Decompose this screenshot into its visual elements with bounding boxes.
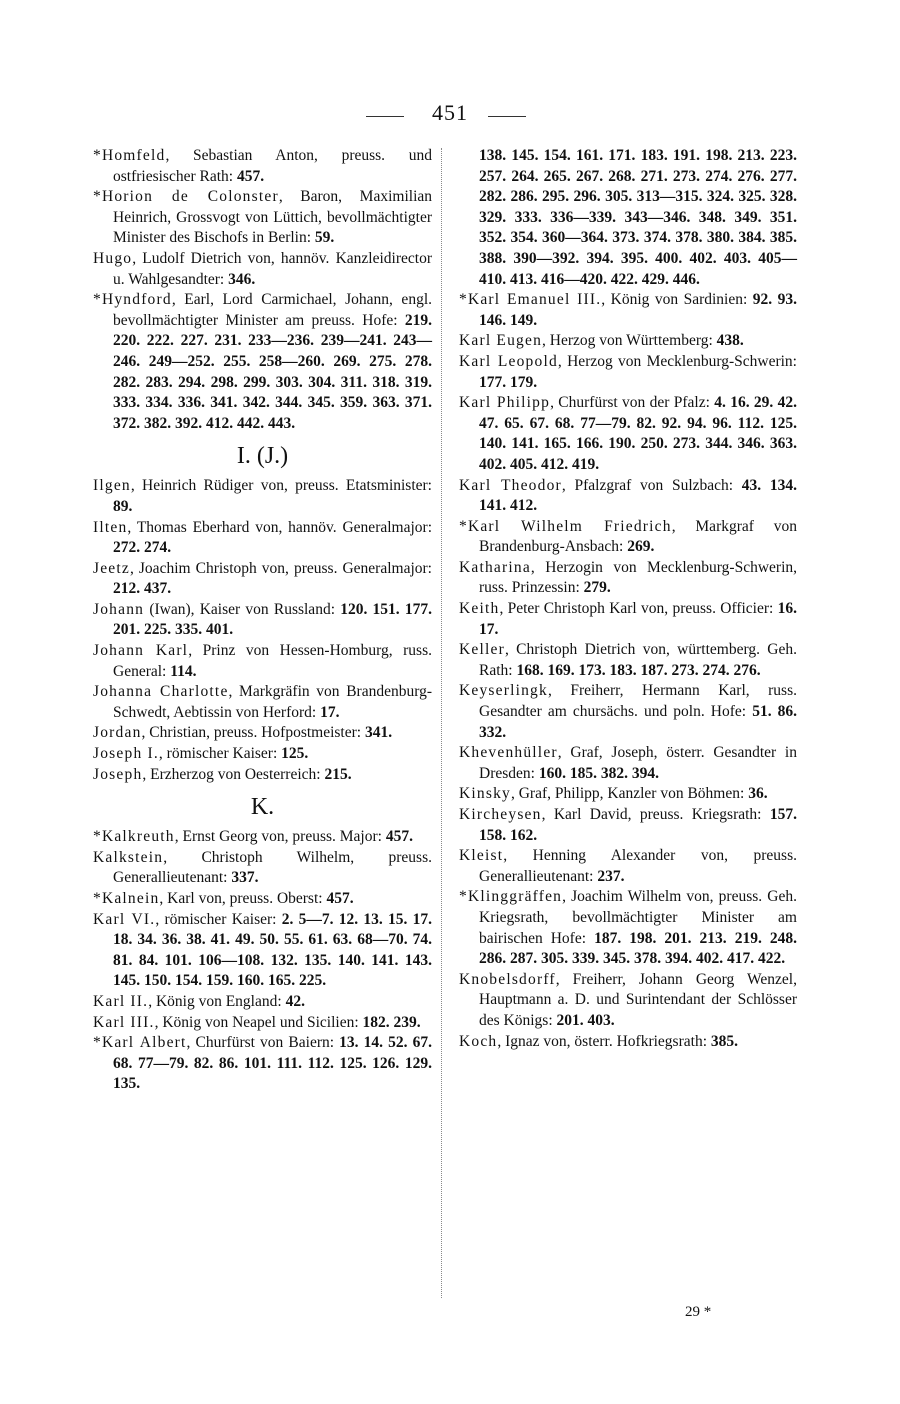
entry-page-references: 59. xyxy=(314,229,335,247)
entry-name: *Karl Albert xyxy=(93,1034,187,1052)
entry-name: Karl VI. xyxy=(93,910,156,928)
index-entry xyxy=(93,682,432,723)
entry-page-references: 269. xyxy=(627,538,655,556)
entry-name: Katharina xyxy=(459,558,531,576)
entry-description: , Markgraf von Brandenburg-Ansbach: xyxy=(479,517,798,556)
entry-description: , Freiherr, Johann Georg Wenzel, Hauptmann a. D. und Surintendant der Schlösser des Königs: xyxy=(479,970,797,1029)
entry-page-references: 457. xyxy=(236,167,265,185)
entry-description: , Erzherzog von Oesterreich: xyxy=(142,765,325,783)
entry-description: , Peter Christoph Karl von, preuss. Officier: xyxy=(499,600,778,618)
entry-page-references: 13. 14. 52. 67. 68. 77—79. 82. 86. 101. 111. 112. 125. 126. 129. 135. xyxy=(113,1034,432,1093)
entry-description: , Heinrich Rüdiger von, preuss. Etatsminister: xyxy=(130,477,432,495)
entry-name: *Kalkreuth xyxy=(93,828,175,846)
header-rule-right xyxy=(488,116,526,117)
entry-page-references: 182. 239. xyxy=(362,1013,421,1031)
entry-page-references: 120. 151. 177. 201. 225. 335. 401. xyxy=(113,600,433,639)
entry-page-references: 438. xyxy=(716,332,744,350)
entry-name: *Klinggräffen xyxy=(459,888,563,906)
entry-page-references: 89. xyxy=(113,497,133,515)
entry-description: , Christoph Wilhelm, preuss. Generallieutenant: xyxy=(113,848,432,887)
entry-name: Kinsky xyxy=(459,785,511,803)
entry-page-references: 177. 179. xyxy=(479,373,538,391)
entry-page-references: 43. 134. 141. 412. xyxy=(479,476,798,515)
entry-page-references: 187. 198. 201. 213. 219. 248. 286. 287. 305. 339. 345. 378. 394. 402. 417. 422. xyxy=(479,929,797,968)
entry-name: Joseph I. xyxy=(93,745,159,763)
entry-name: Jordan xyxy=(93,724,142,742)
entry-description: , Christoph Dietrich von, württemberg. Geh. Rath: xyxy=(479,641,797,679)
index-entry xyxy=(93,641,432,682)
entry-description: , römischer Kaiser: xyxy=(158,745,282,763)
index-entry xyxy=(93,848,432,889)
entry-name: Khevenhüller xyxy=(459,744,558,762)
page-number: 451 xyxy=(432,100,468,125)
entry-page-references: 138. 145. 154. 161. 171. 183. 191. 198. 213. 223. 257. 264. 265. 267. 268. 271. 273. 274. 276. 277. 282. 286. 295. 296. 305. 313—315. 324. 325. 328. 329. 333. 336—339. 343—346. 348. 349. 351. 352. 354. 360—364. 373. 374. 378. 380. 384. 385. 388. 390—392. 394. 395. 400. 402. 403. 405—410. 413. 416—420. 422. 429. 446. xyxy=(479,147,797,288)
entry-name: Karl Theodor xyxy=(459,476,562,494)
index-entry xyxy=(459,290,797,331)
entry-description: , Thomas Eberhard von, hannöv. Generalmajor: xyxy=(127,518,432,536)
index-entry xyxy=(459,558,797,599)
section-heading: K. xyxy=(250,794,275,821)
entry-page-references: 212. 437. xyxy=(113,580,172,598)
index-entry xyxy=(93,744,432,765)
index-entry xyxy=(93,1013,432,1034)
right-column xyxy=(459,146,797,1052)
entry-description: , König von England: xyxy=(148,992,286,1010)
entry-name: Johanna Charlotte xyxy=(93,683,229,701)
index-entry xyxy=(93,249,432,290)
index-entry xyxy=(93,765,432,786)
entry-description: , Baron, Maximilian Heinrich, Grossvogt von Lüttich, bevollmächtigter Minister des Bischofs in Berlin: xyxy=(113,188,432,247)
index-entry xyxy=(459,331,797,352)
entry-name: Kircheysen xyxy=(459,806,542,823)
entry-page-references: 51. 86. 332. xyxy=(479,703,798,741)
index-entry xyxy=(93,600,432,641)
index-entry xyxy=(459,517,797,558)
section-heading: I. (J.) xyxy=(236,443,289,470)
entry-name: Joseph xyxy=(93,765,143,783)
entry-name: Johann xyxy=(93,600,145,618)
entry-description: , Freiherr, Hermann Karl, russ. Gesandter am chursächs. und poln. Hofe: xyxy=(479,682,797,721)
index-entry xyxy=(459,146,797,290)
signature-mark: 29 * xyxy=(685,1304,712,1320)
entry-page-references: 157. 158. 162. xyxy=(479,806,797,844)
index-entry xyxy=(459,1032,797,1053)
entry-description: , König von Neapel und Sicilien: xyxy=(154,1013,363,1031)
index-entry xyxy=(459,743,797,784)
entry-description: , Ernst Georg von, preuss. Major: xyxy=(174,828,386,846)
entry-page-references: 337. xyxy=(231,869,259,887)
entry-page-references: 215. xyxy=(324,765,352,783)
index-entry xyxy=(93,518,432,559)
entry-page-references: 237. xyxy=(597,867,625,885)
entry-name: Ilgen xyxy=(93,477,131,495)
index-entry xyxy=(93,723,432,744)
entry-page-references: 168. 169. 173. 183. 187. 273. 274. 276. xyxy=(516,661,761,679)
index-entry xyxy=(93,827,432,848)
entry-page-references: 346. xyxy=(228,270,256,288)
entry-description: , Earl, Lord Carmichael, Johann, engl. bevollmächtigter Minister am preuss. Hofe: xyxy=(113,291,432,329)
entry-name: Kleist xyxy=(459,847,504,865)
index-entry xyxy=(93,1033,432,1095)
entry-name: Jeetz xyxy=(93,559,130,577)
entry-name: Hugo xyxy=(93,249,133,267)
index-entry xyxy=(93,476,432,517)
index-entry xyxy=(459,352,797,393)
entry-description: , Churfürst von Baiern: xyxy=(186,1034,340,1052)
entry-description: , Joachim Christoph von, preuss. Generalmajor: xyxy=(129,559,432,577)
index-entry xyxy=(459,887,797,969)
entry-description: , Graf, Joseph, österr. Gesandter in Dresden: xyxy=(479,744,797,782)
index-entry xyxy=(459,805,797,846)
entry-name: *Horion de Colonster xyxy=(93,188,279,206)
index-entry xyxy=(93,146,432,187)
entry-name: *Hyndford xyxy=(93,291,172,309)
entry-description: , Karl David, preuss. Kriegsrath: xyxy=(541,806,770,823)
entry-description: , Herzogin von Mecklenburg-Schwerin, russ. Prinzessin: xyxy=(479,558,797,597)
index-entry xyxy=(93,992,432,1013)
entry-page-references: 114. xyxy=(170,662,197,680)
index-entry xyxy=(459,784,797,805)
entry-description: , Henning Alexander von, preuss. Generallieutenant: xyxy=(479,847,797,885)
index-entry xyxy=(93,559,432,600)
entry-name: *Homfeld xyxy=(93,147,166,164)
entry-name: Karl Eugen xyxy=(459,332,543,350)
entry-name: Johann Karl xyxy=(93,642,189,660)
entry-page-references: 160. 185. 382. 394. xyxy=(538,764,659,782)
page-header xyxy=(0,100,900,134)
entry-name: Keyserlingk xyxy=(459,682,548,700)
entry-page-references: 219. 220. 222. 227. 231. 233—236. 239—241. 243—246. 249—252. 255. 258—260. 269. 275. 278. 282. 283. 294. 298. 299. 303. 304. 311. 318. 319. 333. 334. 336. 341. 342. 344. 345. 359. 363. 371. 372. 382. 392. 412. 442. 443. xyxy=(113,311,432,432)
entry-page-references: 385. xyxy=(710,1032,738,1050)
entry-page-references: 457. xyxy=(385,828,413,846)
entry-page-references: 457. xyxy=(326,890,354,907)
entry-name: *Kalnein xyxy=(93,890,160,907)
entry-description: , Karl von, preuss. Oberst: xyxy=(159,890,327,907)
entry-description: , Joachim Wilhelm von, preuss. Geh. Kriegsrath, bevollmächtigter Minister am bairischen Hofe: xyxy=(479,888,797,947)
entry-page-references: 42. xyxy=(285,992,305,1010)
entry-page-references: 17. xyxy=(320,703,340,721)
entry-description: , Graf, Philipp, Kanzler von Böhmen: xyxy=(510,785,749,803)
index-entry xyxy=(459,393,797,475)
entry-description: , Churfürst von der Pfalz: xyxy=(550,394,715,412)
entry-page-references: 4. 16. 29. 42. 47. 65. 67. 68. 77—79. 82. 92. 94. 96. 112. 125. 140. 141. 165. 166. 190. 250. 273. 344. 346. 363. 402. 405. 412. 419. xyxy=(479,394,798,473)
entry-name: Karl II. xyxy=(93,992,149,1010)
index-entry xyxy=(459,846,797,887)
entry-page-references: 272. 274. xyxy=(113,539,172,557)
index-entry xyxy=(93,889,432,910)
entry-description: , Prinz von Hessen-Homburg, russ. General: xyxy=(113,642,432,680)
entry-page-references: 125. xyxy=(281,745,309,763)
header-rule-left xyxy=(366,116,404,117)
entry-description: , Pfalzgraf von Sulzbach: xyxy=(561,476,742,494)
entry-description: , römischer Kaiser: xyxy=(155,910,282,928)
entry-name: Koch xyxy=(459,1032,498,1050)
entry-page-references: 201. 403. xyxy=(556,1011,615,1029)
index-entry xyxy=(459,476,797,517)
entry-description: , Ludolf Dietrich von, hannöv. Kanzleidirector u. Wahlgesandter: xyxy=(113,249,432,288)
entry-description: , Ignaz von, österr. Hofkriegsrath: xyxy=(497,1032,711,1050)
entry-description: , Herzog von Württemberg: xyxy=(542,332,717,350)
entry-name: *Karl Emanuel III. xyxy=(459,291,602,309)
entry-description: , König von Sardinien: xyxy=(601,291,753,309)
entry-name: Karl Leopold xyxy=(459,352,558,370)
entry-page-references: 279. xyxy=(583,579,611,597)
index-entry xyxy=(459,599,797,640)
entry-description: (Iwan), Kaiser von Russland: xyxy=(144,600,341,618)
entry-name: Keller xyxy=(459,641,505,659)
entry-name: Kalkstein xyxy=(93,848,164,866)
entry-page-references: 36. xyxy=(748,785,768,803)
entry-page-references: 16. 17. xyxy=(479,600,797,638)
index-entry xyxy=(459,640,797,681)
entry-name: Knobelsdorff xyxy=(459,970,556,988)
index-entry xyxy=(93,187,432,249)
entry-page-references: 2. 5—7. 12. 13. 15. 17. 18. 34. 36. 38. 41. 49. 50. 55. 61. 63. 68—70. 74. 81. 84. 101. 106—108. 132. 135. 140. 141. 143. 145. 150. 154. 159. 160. 165. 225. xyxy=(113,910,433,990)
index-entry xyxy=(93,290,432,434)
entry-page-references: 92. 93. 146. 149. xyxy=(479,291,798,329)
entry-name: *Karl Wilhelm Friedrich xyxy=(459,517,672,535)
index-entry xyxy=(459,681,797,743)
entry-description: , Markgräfin von Brandenburg-Schwedt, Aebtissin von Herford: xyxy=(113,683,432,721)
column-divider xyxy=(441,148,442,1298)
index-entry xyxy=(93,910,432,992)
entry-description: , Sebastian Anton, preuss. und ostfriesischer Rath: xyxy=(113,147,432,185)
entry-name: Karl Philipp xyxy=(459,394,551,412)
entry-description: , Herzog von Mecklenburg-Schwerin: xyxy=(557,352,797,370)
left-column xyxy=(93,146,432,1095)
entry-name: Ilten xyxy=(93,518,128,536)
entry-description: , Christian, preuss. Hofpostmeister: xyxy=(141,724,365,742)
entry-name: Karl III. xyxy=(93,1013,155,1031)
entry-name: Keith xyxy=(459,600,500,618)
index-entry xyxy=(459,970,797,1032)
entry-page-references: 341. xyxy=(364,724,393,742)
